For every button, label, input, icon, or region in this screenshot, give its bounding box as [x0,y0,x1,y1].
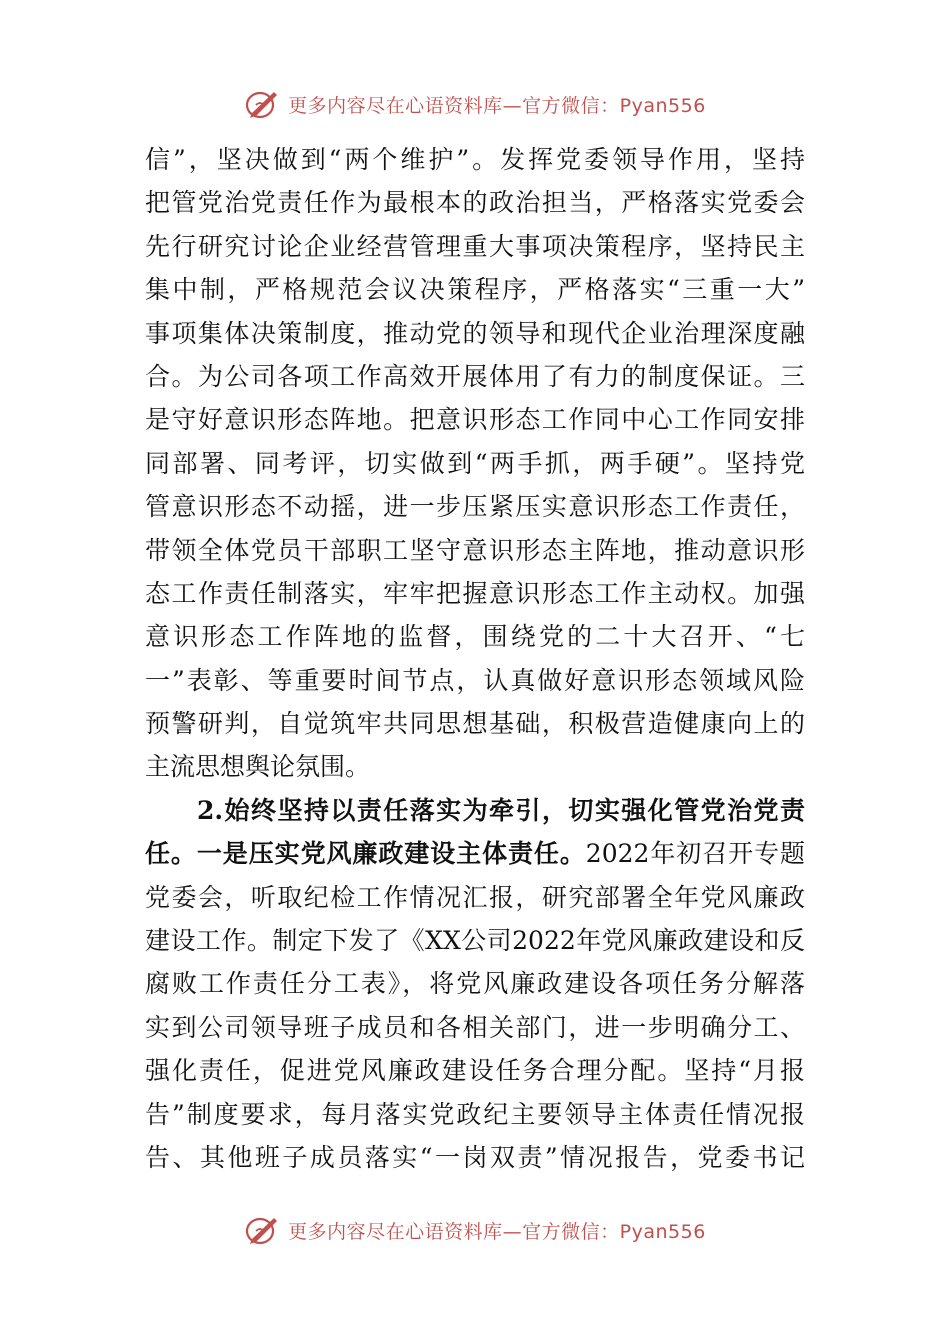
section-heading-line: 2.始终坚持以责任落实为牵引，切实强化管党治党责 [197,795,805,825]
watermark-text: 更多内容尽在心语资料库—官方微信：Pyan556 [288,94,706,117]
footer-watermark [0,1210,950,1250]
text-line: 合。为公司各项工作高效开展体用了有力的制度保证。三 [145,361,805,391]
text-line: 同部署、同考评，切实做到“两手抓，两手硬”。坚持党 [145,448,805,478]
text-line: 主流思想舆论氛围。 [145,752,371,782]
text-line: 把管党治党责任作为最根本的政治担当，严格落实党委会 [145,188,805,218]
paragraph-1 [145,138,805,789]
text-line: 实到公司领导班子成员和各相关部门，进一步明确分工、 [145,1012,805,1042]
pen-logo-icon [244,87,284,121]
text-line: 信”，坚决做到“两个维护”。发挥党委领导作用，坚持 [145,145,805,174]
document-body [145,138,805,1179]
text-run: 2022年初召开专题 [585,839,805,869]
text-line: 一”表彰、等重要时间节点，认真做好意识形态领域风险 [145,665,805,695]
text-line: 带领全体党员干部职工坚守意识形态主阵地，推动意识形 [145,535,805,565]
section-heading-tail: 任。一是压实党风廉政建设主体责任。 [145,839,586,869]
text-line: 是守好意识形态阵地。把意识形态工作同中心工作同安排 [145,405,805,435]
text-line: 党委会，听取纪检工作情况汇报，研究部署全年党风廉政 [145,882,805,912]
text-line [145,832,805,875]
text-line: 意识形态工作阵地的监督，围绕党的二十大召开、“七 [145,622,805,652]
header-watermark [0,84,950,124]
text-line: 告、其他班子成员落实“一岗双责”情况报告，党委书记 [145,1142,805,1172]
text-line: 先行研究讨论企业经营管理重大事项决策程序，坚持民主 [145,231,805,261]
text-line: 腐败工作责任分工表》，将党风廉政建设各项任务分解落 [145,969,805,999]
watermark-text: 更多内容尽在心语资料库—官方微信：Pyan556 [288,1220,706,1243]
text-line: 强化责任，促进党风廉政建设任务合理分配。坚持“月报 [145,1056,805,1086]
paragraph-2 [145,789,805,1180]
text-line: 告”制度要求，每月落实党政纪主要领导主体责任情况报 [145,1099,805,1129]
text-line: 建设工作。制定下发了《XX公司2022年党风廉政建设和反 [145,926,805,956]
text-line: 管意识形态不动摇，进一步压紧压实意识形态工作责任， [145,492,805,522]
text-line: 预警研判，自觉筑牢共同思想基础，积极营造健康向上的 [145,709,805,739]
text-line: 集中制，严格规范会议决策程序，严格落实“三重一大” [145,275,805,305]
text-line: 态工作责任制落实，牢牢把握意识形态工作主动权。加强 [145,578,805,608]
text-line: 事项集体决策制度，推动党的领导和现代企业治理深度融 [145,318,805,348]
pen-logo-icon [244,1213,284,1247]
